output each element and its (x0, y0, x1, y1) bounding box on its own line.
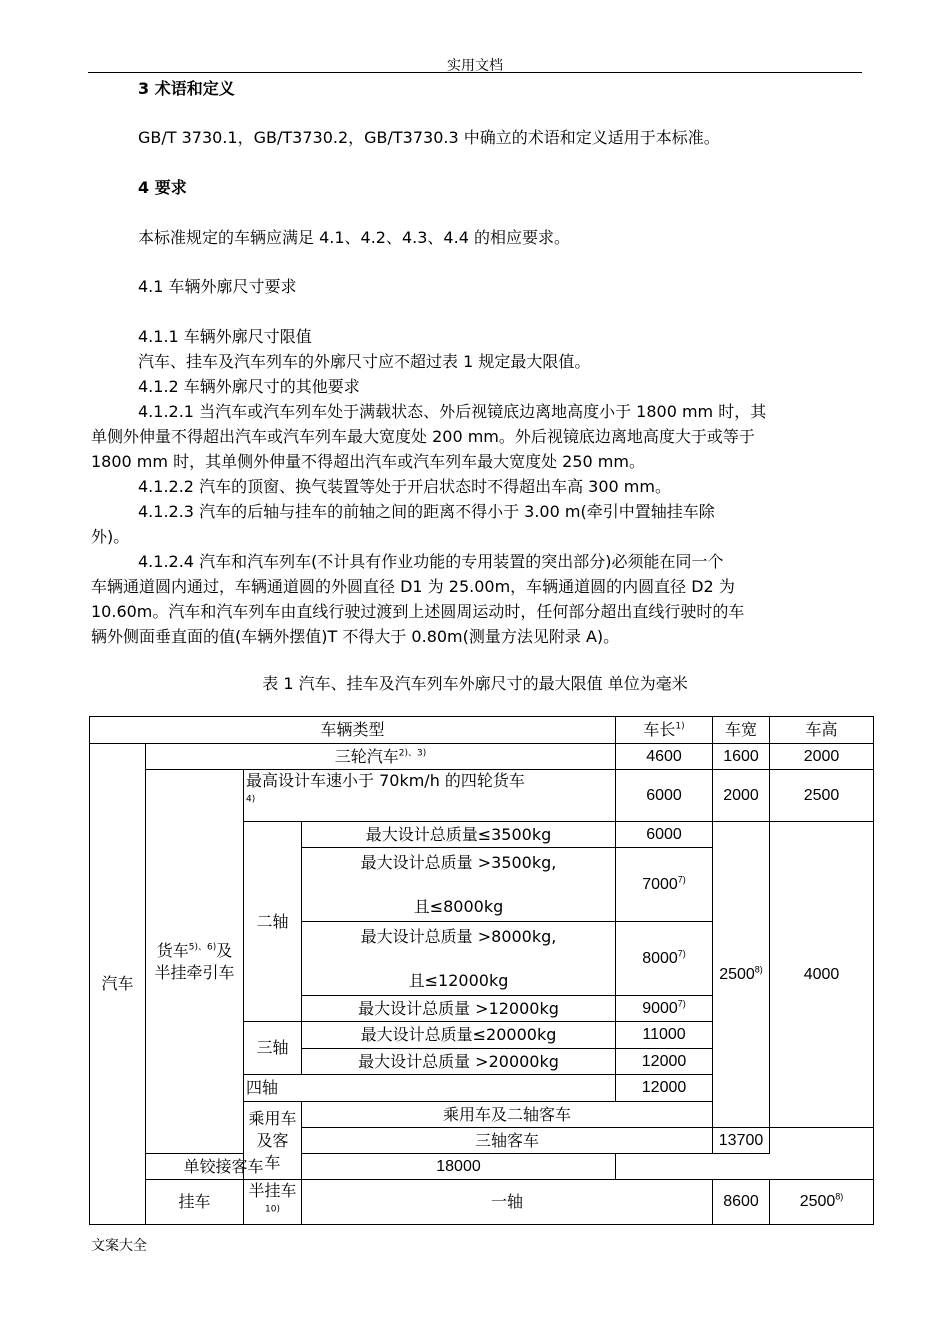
category-trailer: 挂车 (146, 1180, 244, 1225)
r5-label: 最大设计总质量≤20000kg (302, 1022, 616, 1049)
tricycle-width: 1600 (713, 744, 770, 770)
b2-length: 13700 (713, 1128, 770, 1154)
r1-label: 最大设计总质量≤3500kg (302, 822, 616, 848)
table-row (90, 1154, 874, 1180)
tricycle-height: 2000 (770, 744, 874, 770)
four-wheel-width: 2000 (713, 770, 770, 822)
section-4-1-1-heading: 4.1.1 车辆外廓尺寸限值 (138, 327, 312, 346)
r2-label: 最大设计总质量 >3500kg, 且≤8000kg (302, 848, 616, 922)
r2-length: 7000$^{7)}$ (616, 848, 713, 922)
table-row (90, 1180, 874, 1225)
para-4-1-2-4-line3: 10.60m。汽车和汽车列车由直线行驶过渡到上述圆周运动时，任何部分超出直线行驶时的车 (91, 602, 745, 621)
tricycle-length: 4600 (616, 744, 713, 770)
section-4-heading: 4 要求 (138, 178, 187, 197)
semi-trailer-axle: 一轴 (302, 1180, 713, 1225)
table-row (90, 744, 874, 770)
header-length: 车长$^{1)}$ (616, 717, 713, 744)
page-footer: 文案大全 (91, 1238, 147, 1254)
four-wheel-length: 6000 (616, 770, 713, 822)
header-vehicle-type: 车辆类型 (90, 717, 616, 744)
para-4-1-2-2: 4.1.2.2 汽车的顶窗、换气装置等处于开启状态时不得超出车高 300 mm。 (138, 477, 671, 496)
section-3-text: GB/T 3730.1，GB/T3730.2，GB/T3730.3 中确立的术语和定义适用于本标准。 (138, 128, 720, 147)
para-4-1-2-4-line4: 辆外侧面垂直面的值(车辆外摆值)T 不得大于 0.80m(测量方法见附录 A)。 (91, 627, 620, 646)
truck-width: 2500$^{8)}$ (713, 822, 770, 1128)
para-4-1-2-1-line1: 4.1.2.1 当汽车或汽车列车处于满载状态、外后视镜底边离地高度小于 1800 mm 时，其 (138, 402, 767, 421)
semi-trailer-length: 8600 (713, 1180, 770, 1225)
dimension-limits-table (89, 716, 874, 1225)
two-axle-label: 二轴 (244, 822, 302, 1022)
r5-length: 11000 (616, 1022, 713, 1049)
b3-length: 18000 (302, 1154, 616, 1180)
para-4-1-2-3-line1: 4.1.2.3 汽车的后轴与挂车的前轴之间的距离不得小于 3.00 m(牵引中置轴挂车除 (138, 502, 715, 521)
table-header-row (90, 717, 874, 744)
section-4-1-1-text: 汽车、挂车及汽车列车的外廓尺寸应不超过表 1 规定最大限值。 (138, 352, 591, 371)
b2-label: 三轴客车 (302, 1128, 713, 1154)
bus-group-label: 乘用车及客 车 (244, 1102, 302, 1180)
table-caption: 表 1 汽车、挂车及汽车列车外廓尺寸的最大限值 单位为毫米 (262, 674, 688, 693)
para-4-1-2-4-line1: 4.1.2.4 汽车和汽车列车(不计具有作业功能的专用装置的突出部分)必须能在同一个 (138, 552, 724, 571)
para-4-1-2-3-line2: 外)。 (91, 527, 130, 546)
para-4-1-2-1-line3: 1800 mm 时，其单侧外伸量不得超出汽车或汽车列车最大宽度处 250 mm。 (91, 452, 645, 471)
section-4-1-2-heading: 4.1.2 车辆外廓尺寸的其他要求 (138, 377, 360, 396)
para-4-1-2-1-line2: 单侧外伸量不得超出汽车或汽车列车最大宽度处 200 mm。外后视镜底边离地高度大于或等于 (91, 427, 755, 446)
b3-label: 单铰接客车 (146, 1154, 302, 1180)
semi-trailer-label: 半挂车$^{10)}$ (244, 1180, 302, 1225)
r6-label: 最大设计总质量 >20000kg (302, 1049, 616, 1075)
three-axle-label: 三轴 (244, 1022, 302, 1075)
semi-trailer-width: 2500$^{8)}$ (770, 1180, 874, 1225)
para-4-1-2-4-line2: 车辆通道圆内通过，车辆通道圆的外圆直径 D1 为 25.00m，车辆通道圆的内圆直径 D2 为 (91, 577, 735, 596)
four-wheel-height: 2500 (770, 770, 874, 822)
table-row (90, 770, 874, 822)
truck-group-label: 货车$^{5)、6)}$及 半挂牵引车 (146, 770, 244, 1154)
header-width: 车宽 (713, 717, 770, 744)
section-4-intro: 本标准规定的车辆应满足 4.1、4.2、4.3、4.4 的相应要求。 (138, 228, 570, 247)
r4-length: 9000$^{7)}$ (616, 996, 713, 1022)
b1-label: 乘用车及二轴客车 (302, 1102, 713, 1128)
header-height: 车高 (770, 717, 874, 744)
r7-length: 12000 (616, 1075, 713, 1102)
four-wheel-label: 最高设计车速小于 70km/h 的四轮货车 $^{4)}$ (244, 770, 616, 822)
section-4-1-heading: 4.1 车辆外廓尺寸要求 (138, 277, 297, 296)
page-header: 实用文档 (447, 58, 503, 74)
category-car: 汽车 (90, 744, 146, 1225)
r3-label: 最大设计总质量 >8000kg, 且≤12000kg (302, 922, 616, 996)
section-3-heading: 3 术语和定义 (138, 79, 235, 98)
four-axle-label: 四轴 (244, 1075, 616, 1102)
r1-length: 6000 (616, 822, 713, 848)
r3-length: 8000$^{7)}$ (616, 922, 713, 996)
header-rule (88, 72, 862, 73)
r4-label: 最大设计总质量 >12000kg (302, 996, 616, 1022)
truck-height: 4000 (770, 822, 874, 1128)
r6-length: 12000 (616, 1049, 713, 1075)
tricycle-label: 三轮汽车$^{2)、3)}$ (146, 744, 616, 770)
